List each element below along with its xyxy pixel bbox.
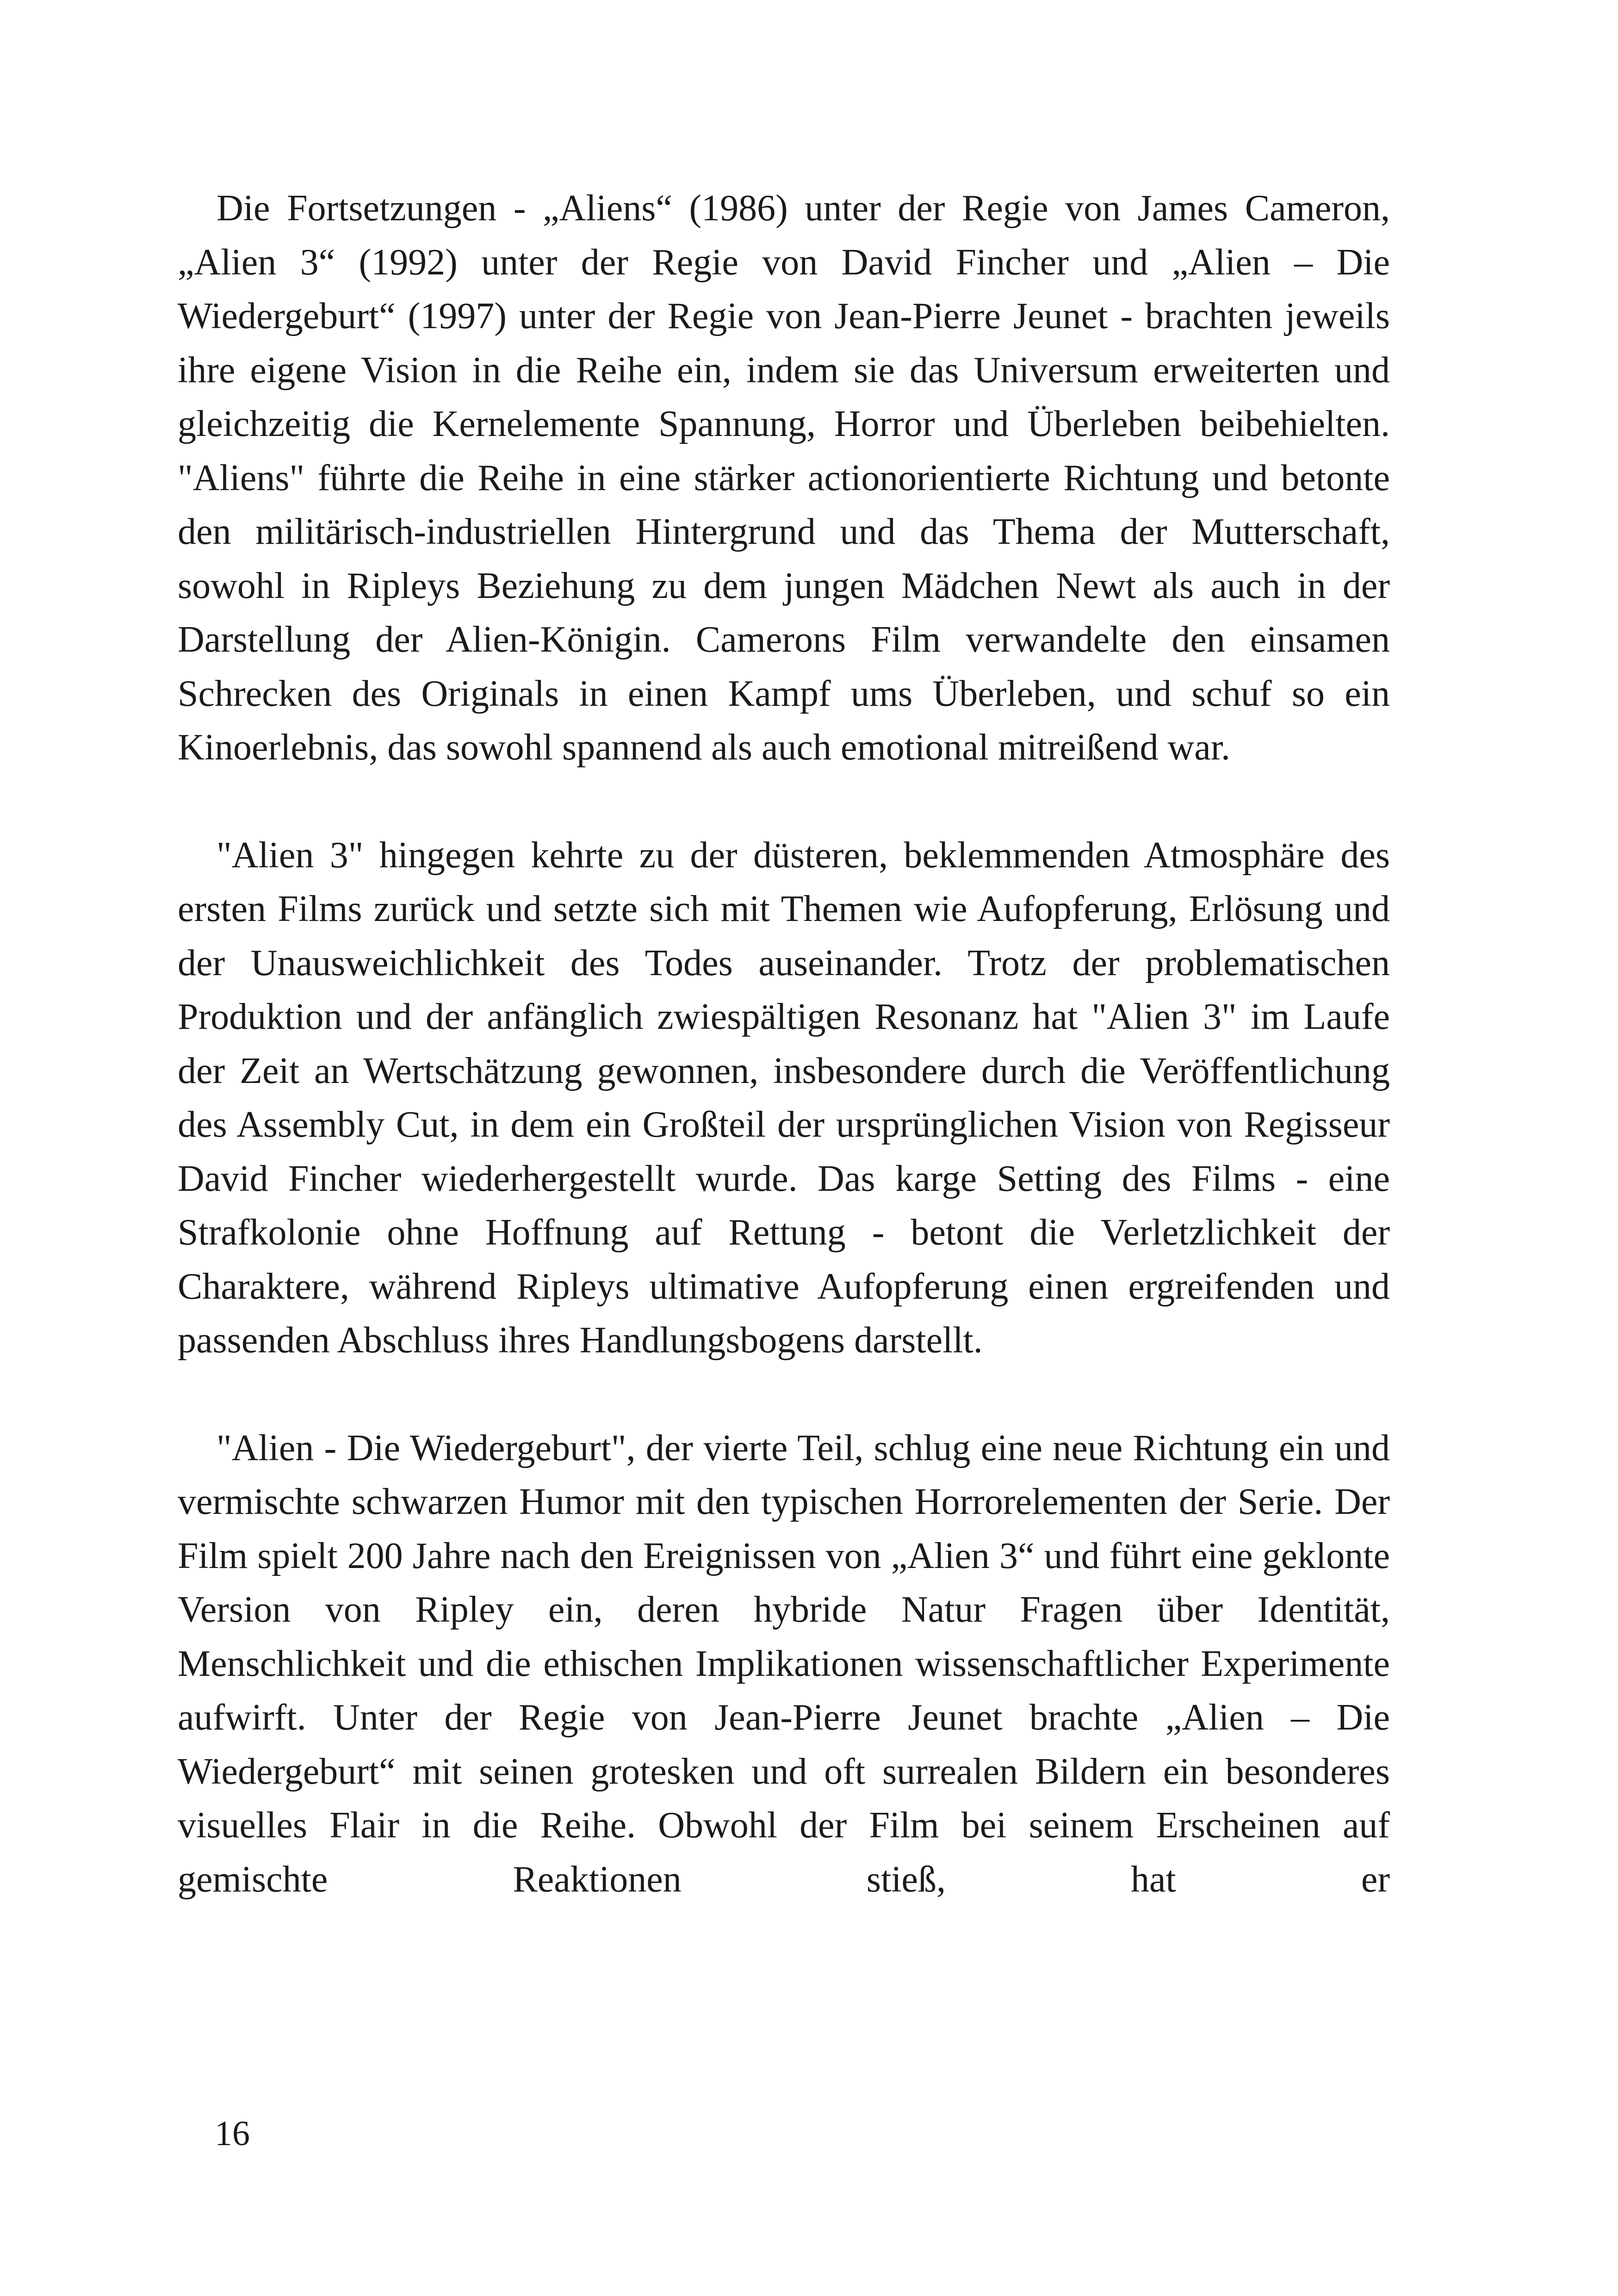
paragraph-1: Die Fortsetzungen - „Aliens“ (1986) unter der Regie von James Cameron, „Alien 3“ (1992) unter der Regie von David Fincher und „Alien – Die Wiedergeburt“ (1997) unter der Regie von Jean-Pierre Jeunet - brachten jeweils ihre eigene Vision in die Reihe ein, indem sie das Universum erweiterten und gleichzeitig die Kernelemente Spannung, Horror und Überleben beibehielten. "Aliens" führte die Reihe in eine stärker actionorientierte Richtung und betonte den militärisch-industriellen Hintergrund und das Thema der Mutterschaft, sowohl in Ripleys Beziehung zu dem jungen Mädchen Newt als auch in der Darstellung der Alien-Königin. Camerons Film verwandelte den einsamen Schrecken des Originals in einen Kampf ums Überleben, und schuf so ein Kinoerlebnis, das sowohl spannend als auch emotional mitreißend war. xyxy=(178,188,1390,768)
paragraph-2: "Alien 3" hingegen kehrte zu der düsteren, beklemmenden Atmosphäre des ersten Films zurück und setzte sich mit Themen wie Aufopferung, Erlösung und der Unausweichlichkeit des Todes auseinander. Trotz der problematischen Produktion und der anfänglich zwiespältigen Resonanz hat "Alien 3" im Laufe der Zeit an Wertschätzung gewonnen, insbesondere durch die Veröffentlichung des Assembly Cut, in dem ein Großteil der ursprünglichen Vision von Regisseur David Fincher wiederhergestellt wurde. Das karge Setting des Films - eine Strafkolonie ohne Hoffnung auf Rettung - betont die Verletzlichkeit der Charaktere, während Ripleys ultimative Aufopferung einen ergreifenden und passenden Abschluss ihres Handlungsbogens darstellt. xyxy=(178,834,1390,1361)
paragraph-3: "Alien - Die Wiedergeburt", der vierte Teil, schlug eine neue Richtung ein und vermischte schwarzen Humor mit den typischen Horrorelementen der Serie. Der Film spielt 200 Jahre nach den Ereignissen von „Alien 3“ und führt eine geklonte Version von Ripley ein, deren hybride Natur Fragen über Identität, Menschlichkeit und die ethischen Implikationen wissenschaftlicher Experimente aufwirft. Unter der Regie von Jean-Pierre Jeunet brachte „Alien – Die Wiedergeburt“ mit seinen grotesken und oft surrealen Bildern ein besonderes visuelles Flair in die Reihe. Obwohl der Film bei seinem Erscheinen auf gemischte Reaktionen stieß, hat er xyxy=(178,1427,1390,1900)
body-text xyxy=(178,181,1390,1906)
page-number: 16 xyxy=(215,2114,250,2153)
